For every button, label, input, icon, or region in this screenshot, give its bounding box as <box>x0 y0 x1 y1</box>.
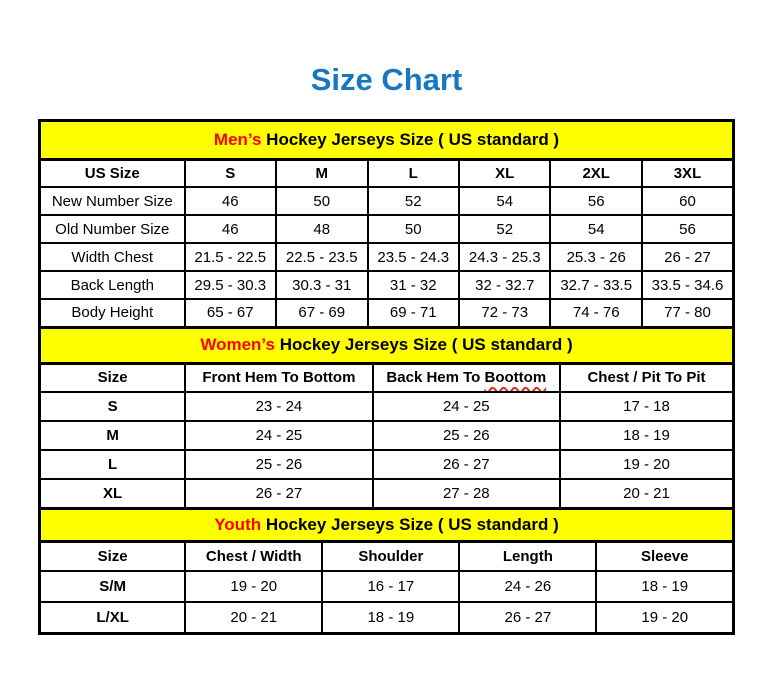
page-title: Size Chart <box>310 62 463 97</box>
size-value-cell: 52 <box>459 215 550 243</box>
row-label: Old Number Size <box>40 215 185 243</box>
size-value-cell: 72 - 73 <box>459 299 550 327</box>
table-row <box>40 243 734 271</box>
row-label: L <box>40 450 186 479</box>
youth-column-header: Shoulder <box>322 541 459 571</box>
size-value-cell: 24 - 25 <box>185 421 372 450</box>
row-label: Width Chest <box>40 243 185 271</box>
size-value-cell: 20 - 21 <box>185 602 322 633</box>
size-value-cell: 26 - 27 <box>642 243 734 271</box>
size-value-cell: 48 <box>276 215 367 243</box>
size-value-cell: 19 - 20 <box>185 571 322 602</box>
youth-column-header: Chest / Width <box>185 541 322 571</box>
size-value-cell: 25.3 - 26 <box>550 243 641 271</box>
womens-banner-category: Women’s <box>200 335 275 355</box>
size-value-cell: 32 - 32.7 <box>459 271 550 299</box>
row-label: L/XL <box>40 602 186 633</box>
table-row <box>40 479 734 508</box>
size-value-cell: 67 - 69 <box>276 299 367 327</box>
size-value-cell: 65 - 67 <box>185 299 276 327</box>
youth-banner-title: Hockey Jerseys Size ( US standard ) <box>261 514 559 534</box>
size-value-cell: 18 - 19 <box>596 571 733 602</box>
youth-column-header: Size <box>40 541 186 571</box>
mens-column-header: S <box>185 159 276 187</box>
size-value-cell: 56 <box>550 187 641 215</box>
mens-column-header: L <box>368 159 459 187</box>
size-value-cell: 16 - 17 <box>322 571 459 602</box>
size-value-cell: 46 <box>185 215 276 243</box>
mens-column-header: M <box>276 159 367 187</box>
size-value-cell: 24.3 - 25.3 <box>459 243 550 271</box>
mens-banner-category: Men’s <box>213 129 262 149</box>
size-value-cell: 46 <box>185 187 276 215</box>
mens-banner <box>40 120 734 159</box>
size-value-cell: 33.5 - 34.6 <box>642 271 734 299</box>
row-label: New Number Size <box>40 187 185 215</box>
womens-size-table <box>38 326 735 510</box>
row-label: S <box>40 392 186 421</box>
womens-banner-title: Hockey Jerseys Size ( US standard ) <box>274 335 573 355</box>
size-value-cell: 29.5 - 30.3 <box>185 271 276 299</box>
womens-column-header: Size <box>40 363 186 392</box>
row-label: S/M <box>40 571 186 602</box>
size-value-cell: 56 <box>642 215 734 243</box>
mens-column-header: US Size <box>40 159 185 187</box>
size-value-cell: 23 - 24 <box>185 392 372 421</box>
size-value-cell: 27 - 28 <box>373 479 560 508</box>
youth-banner <box>40 508 734 541</box>
size-value-cell: 24 - 26 <box>459 571 596 602</box>
table-row <box>40 271 734 299</box>
size-tables <box>38 119 735 635</box>
womens-column-header-misspelled-word: Boottom <box>484 369 547 387</box>
size-value-cell: 26 - 27 <box>459 602 596 633</box>
size-value-cell: 52 <box>368 187 459 215</box>
mens-size-table <box>38 119 735 329</box>
size-value-cell: 22.5 - 23.5 <box>276 243 367 271</box>
youth-column-header: Sleeve <box>596 541 733 571</box>
size-value-cell: 31 - 32 <box>368 271 459 299</box>
size-value-cell: 54 <box>550 215 641 243</box>
womens-column-header <box>373 363 560 392</box>
youth-column-header: Length <box>459 541 596 571</box>
row-label: M <box>40 421 186 450</box>
size-value-cell: 24 - 25 <box>373 392 560 421</box>
womens-column-header: Chest / Pit To Pit <box>560 363 734 392</box>
size-value-cell: 69 - 71 <box>368 299 459 327</box>
row-label: XL <box>40 479 186 508</box>
size-value-cell: 54 <box>459 187 550 215</box>
womens-banner <box>40 327 734 363</box>
size-value-cell: 25 - 26 <box>373 421 560 450</box>
table-row <box>40 602 734 633</box>
size-value-cell: 25 - 26 <box>185 450 372 479</box>
size-value-cell: 32.7 - 33.5 <box>550 271 641 299</box>
size-value-cell: 77 - 80 <box>642 299 734 327</box>
table-row <box>40 187 734 215</box>
table-row <box>40 392 734 421</box>
youth-size-table <box>38 507 735 635</box>
size-value-cell: 26 - 27 <box>373 450 560 479</box>
youth-banner-category: Youth <box>214 514 262 534</box>
size-value-cell: 20 - 21 <box>560 479 734 508</box>
size-value-cell: 26 - 27 <box>185 479 372 508</box>
size-value-cell: 74 - 76 <box>550 299 641 327</box>
mens-banner-title: Hockey Jerseys Size ( US standard ) <box>261 129 560 149</box>
size-value-cell: 50 <box>276 187 367 215</box>
size-value-cell: 30.3 - 31 <box>276 271 367 299</box>
table-row <box>40 299 734 327</box>
size-value-cell: 60 <box>642 187 734 215</box>
size-value-cell: 17 - 18 <box>560 392 734 421</box>
table-row <box>40 571 734 602</box>
size-value-cell: 18 - 19 <box>322 602 459 633</box>
mens-column-header: 3XL <box>642 159 734 187</box>
womens-column-header: Front Hem To Bottom <box>185 363 372 392</box>
mens-column-header: 2XL <box>550 159 641 187</box>
table-row <box>40 450 734 479</box>
size-value-cell: 19 - 20 <box>560 450 734 479</box>
size-value-cell: 19 - 20 <box>596 602 733 633</box>
mens-column-header: XL <box>459 159 550 187</box>
table-row <box>40 215 734 243</box>
size-value-cell: 18 - 19 <box>560 421 734 450</box>
size-value-cell: 50 <box>368 215 459 243</box>
row-label: Back Length <box>40 271 185 299</box>
size-value-cell: 21.5 - 22.5 <box>185 243 276 271</box>
womens-column-header-text: Back Hem To <box>386 369 485 387</box>
table-row <box>40 421 734 450</box>
row-label: Body Height <box>40 299 185 327</box>
size-value-cell: 23.5 - 24.3 <box>368 243 459 271</box>
